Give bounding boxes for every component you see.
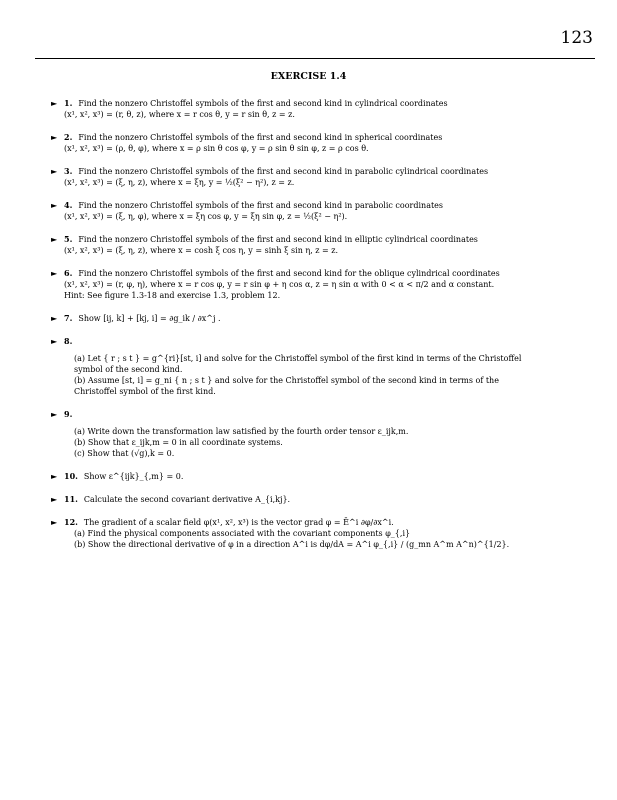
problem-text: Find the nonzero Christoffel symbols of the first and second kind in cylindrical coordinates (78, 99, 448, 108)
problem-marker-icon: ► (51, 337, 58, 346)
problem-marker-icon: ► (51, 167, 58, 176)
problem-text: (x¹, x², x³) = (ξ, η, z), where x = ξη, y = ½(ξ² − η²), z = z. (64, 178, 295, 187)
problem-marker-icon: ► (51, 269, 58, 278)
problem-part-a-cont: symbol of the second kind. (74, 365, 183, 374)
problem-text: Show ε^{ijk}_{,m} = 0. (83, 472, 184, 481)
problem-text: (x¹, x², x³) = (r, θ, z), where x = r cos θ, y = r sin θ, z = z. (64, 110, 295, 119)
problem-number: 7. (64, 313, 73, 323)
problem-8 (51, 336, 564, 397)
problem-marker-icon: ► (51, 99, 58, 108)
problem-part-a: (a) Find the physical components associated with the covariant components φ_{,i} (74, 529, 411, 538)
problem-number: 8. (64, 336, 73, 346)
problem-marker-icon: ► (51, 314, 58, 323)
problem-number: 4. (64, 200, 73, 210)
problem-part-b: (b) Show that ε_ijk,m = 0 in all coordinate systems. (74, 438, 283, 447)
problem-1 (51, 98, 564, 120)
problem-text: Find the nonzero Christoffel symbols of the first and second kind in spherical coordinates (78, 133, 443, 142)
problem-part-a: (a) Write down the transformation law satisfied by the fourth order tensor ε_ijk,m. (74, 427, 409, 436)
problem-number: 10. (64, 471, 78, 481)
page-number: 123 (560, 28, 593, 48)
problem-marker-icon: ► (51, 235, 58, 244)
problem-5 (51, 234, 564, 256)
problem-12 (51, 517, 564, 550)
problem-part-a: (a) Let { r ; s t } = g^{ri}[st, i] and solve for the Christoffel symbol of the first kind in terms of the Christoffel (74, 354, 522, 363)
problem-hint: Hint: See figure 1.3-18 and exercise 1.3, problem 12. (64, 291, 281, 300)
problem-10 (51, 471, 564, 482)
problem-number: 5. (64, 234, 73, 244)
problem-text: The gradient of a scalar field φ(x¹, x², x³) is the vector grad φ = Ē^i ∂φ/∂x^i. (83, 518, 394, 527)
problem-list (51, 98, 564, 550)
problem-number: 12. (64, 517, 78, 527)
problem-2 (51, 132, 564, 154)
problem-marker-icon: ► (51, 495, 58, 504)
problem-6 (51, 268, 564, 301)
problem-part-b: (b) Assume [st, i] = g_ni { n ; s t } and solve for the Christoffel symbol of the second kind in terms of the (74, 376, 499, 385)
problem-number: 9. (64, 409, 73, 419)
problem-text: Calculate the second covariant derivative A_{i,kj}. (83, 495, 291, 504)
problem-number: 6. (64, 268, 73, 278)
problem-text: Find the nonzero Christoffel symbols of the first and second kind for the oblique cylindrical coordinates (78, 269, 500, 278)
problem-number: 1. (64, 98, 73, 108)
problem-number: 11. (64, 494, 78, 504)
problem-9 (51, 409, 564, 459)
section-title: EXERCISE 1.4 (270, 71, 347, 82)
problem-marker-icon: ► (51, 133, 58, 142)
header-rule (35, 58, 595, 59)
problem-number: 2. (64, 132, 73, 142)
problem-part-b-cont: Christoffel symbol of the first kind. (74, 387, 216, 396)
problem-number: 3. (64, 166, 73, 176)
problem-text: (x¹, x², x³) = (ρ, θ, φ), where x = ρ sin θ cos φ, y = ρ sin θ sin φ, z = ρ cos θ. (64, 144, 369, 153)
problem-part-b: (b) Show the directional derivative of φ in a direction A^i is dφ/dA = A^i φ_{,i} / (g_mn A^m A^n)^{1/2}. (74, 540, 510, 549)
problem-4 (51, 200, 564, 222)
problem-text: (x¹, x², x³) = (ξ, η, φ), where x = ξη cos φ, y = ξη sin φ, z = ½(ξ² − η²). (64, 212, 348, 221)
problem-text: Find the nonzero Christoffel symbols of the first and second kind in elliptic cylindrical coordinates (78, 235, 478, 244)
problem-text: Find the nonzero Christoffel symbols of the first and second kind in parabolic cylindrical coordinates (78, 167, 489, 176)
problem-part-c: (c) Show that (√g),k = 0. (74, 449, 175, 458)
problem-marker-icon: ► (51, 201, 58, 210)
problem-text: Show [ij, k] + [kj, i] = ∂g_ik / ∂x^j . (78, 314, 221, 323)
problem-11 (51, 494, 564, 505)
problem-marker-icon: ► (51, 410, 58, 419)
problem-text: Find the nonzero Christoffel symbols of the first and second kind in parabolic coordinates (78, 201, 444, 210)
problem-text: (x¹, x², x³) = (ξ, η, z), where x = cosh ξ cos η, y = sinh ξ sin η, z = z. (64, 246, 339, 255)
problem-3 (51, 166, 564, 188)
problem-marker-icon: ► (51, 518, 58, 527)
problem-text: (x¹, x², x³) = (r, φ, η), where x = r cos φ, y = r sin φ + η cos α, z = η sin α with 0 < α < π/2 and α constant. (64, 280, 495, 289)
problem-marker-icon: ► (51, 472, 58, 481)
problem-7 (51, 313, 564, 324)
